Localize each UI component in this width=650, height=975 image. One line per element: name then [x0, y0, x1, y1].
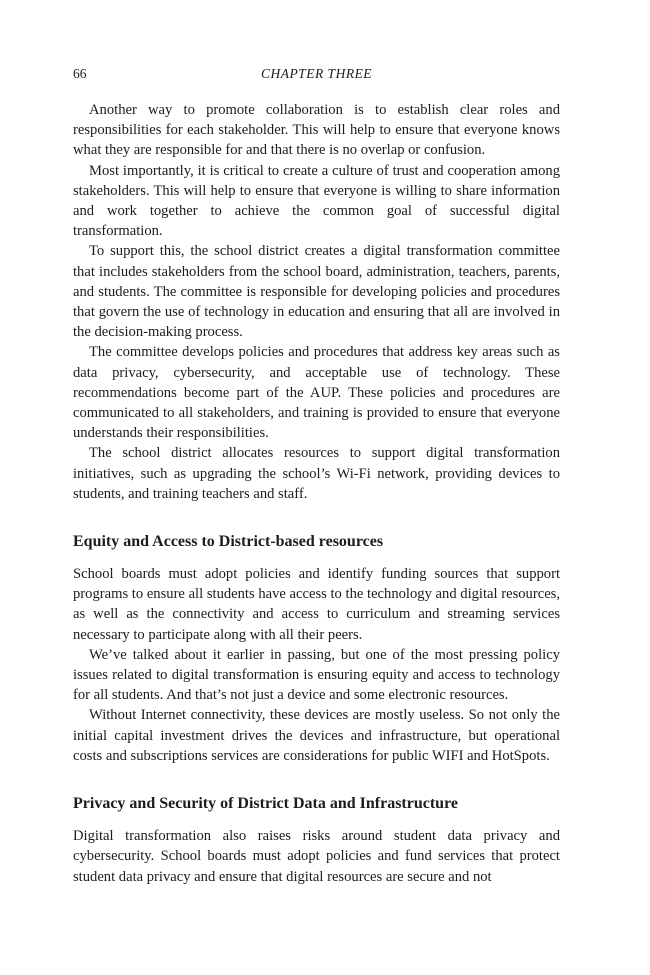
paragraph: Most importantly, it is critical to create a culture of trust and cooperation among stakeholders. This will help to ensure that everyone is willing to share information and work together to achieve the common goal of successful digital transformation.	[73, 162, 560, 240]
section-heading-privacy: Privacy and Security of District Data and Infrastructure	[73, 795, 458, 813]
paragraph: The school district allocates resources to support digital transformation initiatives, such as upgrading the school’s Wi-Fi network, providing devices to students, and training teachers and staff.	[73, 445, 560, 502]
section-heading-equity: Equity and Access to District-based resources	[73, 533, 384, 551]
paragraph: Another way to promote collaboration is to establish clear roles and responsibilities for each stakeholder. This will help to ensure that everyone knows what they are responsible for and that there is no overlap or confusion.	[73, 102, 560, 159]
paragraph: Digital transformation also raises risks around student data privacy and cybersecurity. School boards must adopt policies and fund services that protect student data privacy and ensure that digital resources are secure and not	[73, 828, 560, 885]
chapter-title: CHAPTER THREE	[260, 66, 373, 81]
page-number: 66	[73, 66, 87, 81]
paragraph: Without Internet connectivity, these devices are mostly useless. So not only the initial capital investment drives the devices and infrastructure, but operational costs and subscriptions services are considerations for public WIFI and HotSpots.	[73, 707, 560, 764]
book-page	[73, 66, 560, 887]
paragraph: The committee develops policies and procedures that address key areas such as data privacy, cybersecurity, and acceptable use of technology. These recommendations become part of the AUP. These policies and procedures are communicated to all stakeholders, and training is provided to ensure that everyone understands their responsibilities.	[73, 344, 560, 442]
paragraph: To support this, the school district creates a digital transformation committee that includes stakeholders from the school board, administration, teachers, parents, and students. The committee is responsible for developing policies and procedures that govern the use of technology in education and ensuring that all are involved in the decision-making process.	[73, 243, 560, 341]
paragraph: School boards must adopt policies and identify funding sources that support programs to ensure all students have access to the technology and digital resources, as well as the connectivity and access to curriculum and streaming services necessary to participate along with all their peers.	[73, 566, 560, 643]
paragraph: We’ve talked about it earlier in passing, but one of the most pressing policy issues related to digital transformation is ensuring equity and access to technology for all students. And that’s not just a device and some electronic resources.	[73, 646, 560, 704]
running-head	[73, 66, 560, 84]
